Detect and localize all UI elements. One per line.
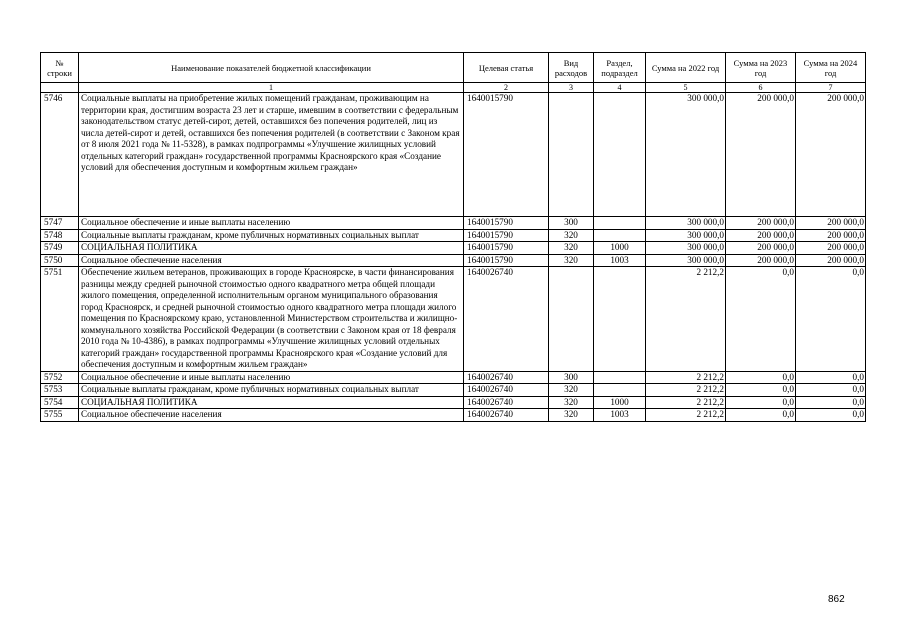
budget-table bbox=[40, 52, 866, 422]
column-number: 6 bbox=[726, 83, 796, 93]
column-number: 4 bbox=[594, 83, 646, 93]
budget-table-container bbox=[40, 52, 866, 422]
table-row bbox=[41, 254, 866, 267]
row-name: Социальные выплаты гражданам, кроме публичных нормативных социальных выплат bbox=[79, 384, 464, 397]
row-sum-2022: 300 000,0 bbox=[646, 93, 726, 217]
row-expense-type: 320 bbox=[549, 409, 594, 422]
row-sum-2022: 2 212,2 bbox=[646, 371, 726, 384]
row-name: Социальное обеспечение и иные выплаты населению bbox=[79, 371, 464, 384]
row-section: 1003 bbox=[594, 409, 646, 422]
row-section bbox=[594, 371, 646, 384]
table-row bbox=[41, 409, 866, 422]
table-row bbox=[41, 384, 866, 397]
column-number-row bbox=[41, 83, 866, 93]
row-expense-type: 320 bbox=[549, 229, 594, 242]
page-number: 862 bbox=[828, 594, 845, 605]
header-row-number: № строки bbox=[41, 53, 79, 83]
row-expense-type: 320 bbox=[549, 242, 594, 255]
row-section bbox=[594, 229, 646, 242]
table-row bbox=[41, 396, 866, 409]
row-sum-2022: 2 212,2 bbox=[646, 267, 726, 372]
row-sum-2024: 0,0 bbox=[796, 409, 866, 422]
row-sum-2023: 0,0 bbox=[726, 371, 796, 384]
row-number: 5754 bbox=[41, 396, 79, 409]
row-sum-2024: 200 000,0 bbox=[796, 93, 866, 217]
row-number: 5746 bbox=[41, 93, 79, 217]
header-indicator-name: Наименование показателей бюджетной классификации bbox=[79, 53, 464, 83]
row-target-article: 1640015790 bbox=[464, 217, 549, 230]
row-name: Социальное обеспечение и иные выплаты населению bbox=[79, 217, 464, 230]
row-name: Социальное обеспечение населения bbox=[79, 254, 464, 267]
row-target-article: 1640026740 bbox=[464, 371, 549, 384]
row-sum-2024: 200 000,0 bbox=[796, 254, 866, 267]
row-sum-2022: 300 000,0 bbox=[646, 242, 726, 255]
row-expense-type: 320 bbox=[549, 384, 594, 397]
table-row bbox=[41, 217, 866, 230]
row-section: 1000 bbox=[594, 242, 646, 255]
row-section bbox=[594, 384, 646, 397]
row-target-article: 1640026740 bbox=[464, 267, 549, 372]
row-sum-2024: 0,0 bbox=[796, 267, 866, 372]
row-sum-2023: 0,0 bbox=[726, 267, 796, 372]
row-number: 5751 bbox=[41, 267, 79, 372]
row-name: Социальные выплаты на приобретение жилых помещений гражданам, проживающим на территории края, достигшим возраста 23 лет и старше, имевшим в соответствии с федеральным законодательством статус детей-сирот, детей, оставшихся без попечения родителей, лиц из числа детей-сирот и детей, оставшихся без попечения родителей (в соответствии с Законом края от 8 июля 2021 года № 11-5328), в рамках подпрограммы «Улучшение жилищных условий отдельных категорий граждан» государственной программы Красноярского края «Создание условий для обеспечения доступным и комфортным жильем граждан» bbox=[79, 93, 464, 217]
row-sum-2022: 300 000,0 bbox=[646, 254, 726, 267]
header-target-article: Целевая статья bbox=[464, 53, 549, 83]
row-section: 1000 bbox=[594, 396, 646, 409]
row-target-article: 1640015790 bbox=[464, 242, 549, 255]
row-expense-type: 320 bbox=[549, 254, 594, 267]
row-number: 5755 bbox=[41, 409, 79, 422]
row-section bbox=[594, 267, 646, 372]
row-sum-2024: 0,0 bbox=[796, 396, 866, 409]
row-sum-2024: 200 000,0 bbox=[796, 229, 866, 242]
row-sum-2022: 2 212,2 bbox=[646, 396, 726, 409]
row-number: 5749 bbox=[41, 242, 79, 255]
row-number: 5753 bbox=[41, 384, 79, 397]
row-target-article: 1640026740 bbox=[464, 384, 549, 397]
column-number: 2 bbox=[464, 83, 549, 93]
row-expense-type bbox=[549, 267, 594, 372]
row-section bbox=[594, 217, 646, 230]
table-row bbox=[41, 242, 866, 255]
row-sum-2024: 200 000,0 bbox=[796, 217, 866, 230]
row-sum-2023: 200 000,0 bbox=[726, 93, 796, 217]
header-sum-2022: Сумма на 2022 год bbox=[646, 53, 726, 83]
column-number: 1 bbox=[79, 83, 464, 93]
row-expense-type: 300 bbox=[549, 217, 594, 230]
row-expense-type: 320 bbox=[549, 396, 594, 409]
row-expense-type: 300 bbox=[549, 371, 594, 384]
table-row bbox=[41, 229, 866, 242]
column-number: 3 bbox=[549, 83, 594, 93]
header-expense-type: Вид расходов bbox=[549, 53, 594, 83]
row-target-article: 1640026740 bbox=[464, 396, 549, 409]
row-sum-2022: 300 000,0 bbox=[646, 229, 726, 242]
row-section bbox=[594, 93, 646, 217]
table-row bbox=[41, 267, 866, 372]
row-number: 5752 bbox=[41, 371, 79, 384]
row-sum-2024: 0,0 bbox=[796, 371, 866, 384]
table-row bbox=[41, 371, 866, 384]
row-number: 5750 bbox=[41, 254, 79, 267]
column-number: 7 bbox=[796, 83, 866, 93]
row-target-article: 1640015790 bbox=[464, 254, 549, 267]
row-sum-2024: 0,0 bbox=[796, 384, 866, 397]
header-sum-2024: Сумма на 2024 год bbox=[796, 53, 866, 83]
row-name: Социальные выплаты гражданам, кроме публичных нормативных социальных выплат bbox=[79, 229, 464, 242]
row-sum-2023: 200 000,0 bbox=[726, 242, 796, 255]
header-section: Раздел, подраздел bbox=[594, 53, 646, 83]
row-sum-2023: 200 000,0 bbox=[726, 254, 796, 267]
row-number: 5747 bbox=[41, 217, 79, 230]
row-name: Обеспечение жильем ветеранов, проживающих в городе Красноярске, в части финансирования разницы между средней рыночной стоимостью одного квадратного метра общей площади жилого помещения, определенной исполнительным органом муниципального образования город Красноярск, и средней рыночной стоимостью одного квадратного метра площади жилого помещения по Красноярскому краю, установленной Министерством строительства и жилищно-коммунального хозяйства Российской Федерации (в соответствии с Законом края от 18 февраля 2010 года № 10-4386), в рамках подпрограммы «Улучшение жилищных условий отдельных категорий граждан» государственной программы Красноярского края «Создание условий для обеспечения доступным и комфортным жильем граждан» bbox=[79, 267, 464, 372]
row-sum-2023: 200 000,0 bbox=[726, 229, 796, 242]
row-expense-type bbox=[549, 93, 594, 217]
row-sum-2022: 2 212,2 bbox=[646, 384, 726, 397]
row-name: Социальное обеспечение населения bbox=[79, 409, 464, 422]
row-section: 1003 bbox=[594, 254, 646, 267]
header-sum-2023: Сумма на 2023 год bbox=[726, 53, 796, 83]
row-target-article: 1640026740 bbox=[464, 409, 549, 422]
row-sum-2022: 2 212,2 bbox=[646, 409, 726, 422]
row-name: СОЦИАЛЬНАЯ ПОЛИТИКА bbox=[79, 242, 464, 255]
row-sum-2022: 300 000,0 bbox=[646, 217, 726, 230]
table-row bbox=[41, 93, 866, 217]
row-number: 5748 bbox=[41, 229, 79, 242]
row-name: СОЦИАЛЬНАЯ ПОЛИТИКА bbox=[79, 396, 464, 409]
row-target-article: 1640015790 bbox=[464, 93, 549, 217]
column-number: 5 bbox=[646, 83, 726, 93]
table-header-row bbox=[41, 53, 866, 83]
row-sum-2023: 0,0 bbox=[726, 396, 796, 409]
row-target-article: 1640015790 bbox=[464, 229, 549, 242]
row-sum-2023: 0,0 bbox=[726, 409, 796, 422]
row-sum-2024: 200 000,0 bbox=[796, 242, 866, 255]
row-sum-2023: 200 000,0 bbox=[726, 217, 796, 230]
row-sum-2023: 0,0 bbox=[726, 384, 796, 397]
column-number bbox=[41, 83, 79, 93]
